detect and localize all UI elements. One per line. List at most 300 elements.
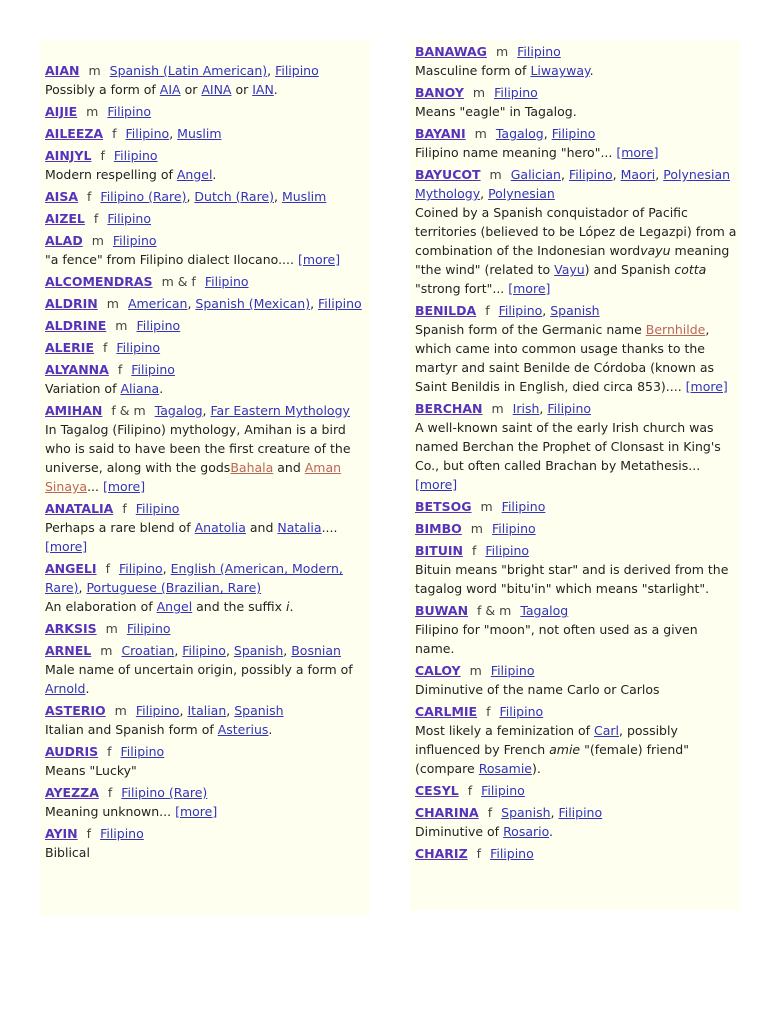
more-link[interactable]: [more] <box>297 252 341 267</box>
name-reference-link[interactable]: IAN <box>252 82 274 97</box>
gender-label: m <box>495 44 509 59</box>
name-entry-header <box>45 187 370 206</box>
name-entry-header <box>45 61 370 80</box>
name-entry-header <box>45 146 370 165</box>
name-link[interactable]: BIMBO <box>415 521 462 536</box>
gender-label: f <box>467 783 473 798</box>
usage-link[interactable]: Filipino <box>136 318 181 333</box>
name-entry <box>45 294 370 313</box>
description-text: "a fence" from Filipino dialect Ilocano.... <box>45 252 298 267</box>
usage-link[interactable]: Muslim <box>177 126 222 141</box>
usage-link[interactable]: Polynesian <box>488 186 555 201</box>
name-entry <box>45 124 370 143</box>
usage-link[interactable]: Filipino <box>485 543 530 558</box>
usage-link[interactable]: Tagalog <box>520 603 569 618</box>
gender-label: f <box>486 704 491 719</box>
name-description <box>415 560 740 598</box>
name-description <box>415 822 740 841</box>
gender-label: f & m <box>477 603 512 618</box>
usage-separator: , <box>543 126 552 141</box>
name-entry <box>415 601 740 658</box>
name-entry-header <box>45 272 370 291</box>
name-link[interactable]: ARNEL <box>45 643 92 658</box>
name-entry-header <box>45 294 370 313</box>
gender-label: m <box>491 401 504 416</box>
name-entry-header <box>45 401 370 420</box>
name-entry <box>45 146 370 184</box>
description-text: Italian and Spanish form of <box>45 722 218 737</box>
usage-link[interactable]: Galician <box>510 167 561 182</box>
name-entry <box>415 702 740 778</box>
name-entry-header <box>415 781 740 800</box>
description-text: Bituin means "bright star" and is derived from the tagalog word "bitu'in" which means "starlight". <box>415 562 729 596</box>
description-text: Coined by a Spanish conquistador of Pacific territories (believed to be López de Legazpi) from a combination of the Indonesian word <box>415 205 737 258</box>
usage-separator: , <box>162 561 171 576</box>
usage-link[interactable]: English (American, Modern, Rare) <box>45 561 343 595</box>
usage-separator: , <box>612 167 621 182</box>
usage-separator: , <box>179 703 188 718</box>
name-description <box>45 720 370 739</box>
usage-link[interactable]: Filipino <box>100 826 144 841</box>
description-text: Spanish form of the Germanic name <box>415 322 646 337</box>
name-entry-header <box>45 316 370 335</box>
name-description <box>415 203 740 298</box>
description-text: . <box>268 722 273 737</box>
name-entry-header <box>415 661 740 680</box>
gender-label: m <box>106 296 119 311</box>
name-link[interactable]: BETSOG <box>415 499 472 514</box>
description-text: . <box>273 82 278 97</box>
usage-link[interactable]: Spanish <box>233 643 284 658</box>
name-link[interactable]: ALCOMENDRAS <box>45 274 153 289</box>
name-reference-link[interactable]: Vayu <box>554 262 585 277</box>
usage-separator: , <box>310 296 319 311</box>
name-description <box>45 761 370 780</box>
usage-link[interactable]: Spanish <box>234 703 284 718</box>
name-entry <box>45 231 370 269</box>
name-entry <box>45 742 370 780</box>
usage-link[interactable]: Filipino <box>182 643 226 658</box>
description-text: Means "Lucky" <box>45 763 137 778</box>
usage-link[interactable]: Maori <box>620 167 656 182</box>
more-link[interactable]: [more] <box>685 379 728 394</box>
name-reference-link[interactable]: Asterius <box>217 722 269 737</box>
name-description <box>45 597 370 616</box>
usage-separator: , <box>542 303 551 318</box>
name-entry-header <box>45 824 370 843</box>
gender-label: m <box>474 126 487 141</box>
gender-label: m <box>470 521 483 536</box>
usage-link[interactable]: Filipino <box>131 362 175 377</box>
usage-link[interactable]: Filipino <box>120 744 165 759</box>
name-reference-link[interactable]: Aman Sinaya <box>45 460 342 494</box>
name-reference-link[interactable]: Carl <box>594 723 620 738</box>
name-entry <box>415 519 740 538</box>
name-entry <box>45 641 370 698</box>
usage-link[interactable]: Filipino <box>135 703 180 718</box>
name-entry <box>45 338 370 357</box>
name-entry <box>415 301 740 396</box>
name-description <box>45 420 370 496</box>
name-list-column-left <box>40 40 370 916</box>
name-reference-link[interactable]: Rosamie <box>478 761 532 776</box>
name-entry <box>45 102 370 121</box>
name-link[interactable]: AYEZZA <box>45 785 99 800</box>
usage-link[interactable]: Italian <box>187 703 227 718</box>
description-text: and <box>245 520 278 535</box>
name-link[interactable]: ASTERIO <box>45 703 106 718</box>
name-entry-header <box>415 844 740 863</box>
name-reference-link[interactable]: Anatolia <box>194 520 246 535</box>
usage-link[interactable]: Filipino <box>501 499 546 514</box>
name-entry <box>45 499 370 556</box>
gender-label: f <box>122 501 127 516</box>
usage-link[interactable]: Filipino <box>491 521 536 536</box>
usage-link[interactable]: Filipino <box>107 211 151 226</box>
usage-link[interactable]: Filipino <box>490 846 534 861</box>
usage-link[interactable]: Irish <box>512 401 540 416</box>
usage-link[interactable]: Filipino <box>204 274 249 289</box>
name-entry-header <box>45 360 370 379</box>
gender-label: m <box>91 233 104 248</box>
gender-label: f <box>86 826 92 841</box>
gender-label: f <box>487 805 493 820</box>
description-text: Most likely a feminization of <box>415 723 595 738</box>
description-text: Diminutive of <box>415 824 504 839</box>
usage-separator: , <box>174 643 183 658</box>
name-link[interactable]: CHARINA <box>415 805 479 820</box>
gender-label: m <box>472 85 486 100</box>
name-link[interactable]: BAYANI <box>415 126 466 141</box>
usage-link[interactable]: Bosnian <box>291 643 341 658</box>
name-entry <box>45 61 370 99</box>
description-italic-text: amie <box>549 742 581 757</box>
more-link[interactable]: [more] <box>45 539 88 554</box>
usage-link[interactable]: Filipino <box>126 621 171 636</box>
name-link[interactable]: AIJIE <box>45 104 78 119</box>
usage-link[interactable]: Spanish (Latin American) <box>109 63 268 78</box>
usage-link[interactable]: Filipino <box>275 63 319 78</box>
name-reference-link[interactable]: Aliana <box>120 381 160 396</box>
usage-link[interactable]: Filipino <box>551 126 596 141</box>
name-entry <box>45 619 370 638</box>
usage-separator: , <box>539 401 548 416</box>
name-description <box>45 802 370 821</box>
usage-link[interactable]: Portuguese (Brazilian, Rare) <box>86 580 262 595</box>
usage-link[interactable]: Spanish <box>501 805 551 820</box>
description-text: . <box>85 681 90 696</box>
name-description <box>415 620 740 658</box>
name-description <box>45 165 370 184</box>
description-text: . <box>212 167 217 182</box>
name-entry <box>45 783 370 821</box>
gender-label: m <box>489 167 502 182</box>
gender-label: f <box>100 148 105 163</box>
name-reference-link[interactable]: Angel <box>156 599 193 614</box>
name-link[interactable]: ANATALIA <box>45 501 114 516</box>
gender-label: f <box>117 362 123 377</box>
name-entry <box>415 803 740 841</box>
gender-label: m <box>86 104 99 119</box>
description-text: . <box>289 599 294 614</box>
usage-separator: , <box>186 189 195 204</box>
name-description <box>45 80 370 99</box>
name-reference-link[interactable]: Natalia <box>277 520 322 535</box>
name-entry <box>45 401 370 496</box>
description-text: Modern respelling of <box>45 167 177 182</box>
name-entry <box>415 83 740 121</box>
name-description <box>45 379 370 398</box>
usage-link[interactable]: Filipino <box>547 401 592 416</box>
name-link[interactable]: AMIHAN <box>45 403 103 418</box>
name-entry-header <box>45 499 370 518</box>
usage-link[interactable]: Filipino <box>118 561 163 576</box>
usage-link[interactable]: Filipino <box>125 126 170 141</box>
description-text: or <box>180 82 202 97</box>
usage-link[interactable]: Filipino <box>499 704 544 719</box>
name-reference-link[interactable]: Bahala <box>230 460 274 475</box>
usage-link[interactable]: Filipino <box>558 805 603 820</box>
name-reference-link[interactable]: Angel <box>176 167 213 182</box>
name-entry <box>415 124 740 162</box>
name-entry-header <box>45 338 370 357</box>
usage-link[interactable]: Dutch (Rare) <box>194 189 275 204</box>
usage-separator: , <box>202 403 211 418</box>
name-description <box>45 518 370 556</box>
description-italic-text: cotta <box>674 262 707 277</box>
usage-separator: , <box>655 167 664 182</box>
name-link[interactable]: AISA <box>45 189 79 204</box>
usage-link[interactable]: Tagalog <box>154 403 203 418</box>
more-link[interactable]: [more] <box>175 804 218 819</box>
description-text: ) and Spanish <box>584 262 675 277</box>
usage-link[interactable]: Filipino <box>490 663 535 678</box>
usage-link[interactable]: Spanish (Mexican) <box>195 296 311 311</box>
description-text: .... <box>321 520 338 535</box>
description-text: . <box>159 381 164 396</box>
usage-link[interactable]: Filipino <box>481 783 525 798</box>
name-entry <box>45 272 370 291</box>
description-text: Means "eagle" in Tagalog. <box>415 104 577 119</box>
name-link[interactable]: BERCHAN <box>415 401 483 416</box>
name-link[interactable]: BAYUCOT <box>415 167 481 182</box>
name-link[interactable]: ALYANNA <box>45 362 109 377</box>
gender-label: m <box>480 499 493 514</box>
description-text: Meaning unknown... <box>45 804 176 819</box>
name-entry <box>45 209 370 228</box>
usage-link[interactable]: Croatian <box>121 643 175 658</box>
gender-label: f <box>87 189 92 204</box>
description-text: ). <box>532 761 541 776</box>
usage-link[interactable]: Filipino <box>113 148 158 163</box>
usage-link[interactable]: Filipino <box>112 233 157 248</box>
name-description <box>45 660 370 698</box>
name-link[interactable]: ALAD <box>45 233 83 248</box>
description-text: or <box>231 82 253 97</box>
usage-link[interactable]: American <box>127 296 188 311</box>
description-text: Diminutive of the name Carlo or Carlos <box>415 682 660 697</box>
usage-link[interactable]: Filipino <box>107 104 152 119</box>
description-text: Masculine form of <box>415 63 531 78</box>
usage-separator: , <box>169 126 178 141</box>
gender-label: f <box>471 543 477 558</box>
usage-link[interactable]: Filipino <box>135 501 180 516</box>
description-text: Male name of uncertain origin, possibly a form of <box>45 662 353 677</box>
name-reference-link[interactable]: Arnold <box>45 681 86 696</box>
name-link[interactable]: AYIN <box>45 826 78 841</box>
name-entry-header <box>45 641 370 660</box>
name-entry-header <box>415 519 740 538</box>
name-link[interactable]: AILEEZA <box>45 126 104 141</box>
name-description <box>415 680 740 699</box>
description-text: "strong fort"... <box>415 281 509 296</box>
description-text: . <box>589 63 594 78</box>
name-link[interactable]: AUDRIS <box>45 744 99 759</box>
usage-link[interactable]: Far Eastern Mythology <box>210 403 350 418</box>
gender-label: f <box>476 846 482 861</box>
name-reference-link[interactable]: Rosario <box>503 824 550 839</box>
description-text: Perhaps a rare blend of <box>45 520 195 535</box>
name-description <box>45 843 370 862</box>
description-text: "(female) friend" (compare <box>415 742 689 776</box>
description-italic-text: i <box>286 599 290 614</box>
name-link[interactable]: ANGELI <box>45 561 97 576</box>
gender-label: m <box>100 643 113 658</box>
usage-separator: , <box>226 703 235 718</box>
name-reference-link[interactable]: AIA <box>159 82 181 97</box>
name-reference-link[interactable]: AINA <box>201 82 232 97</box>
description-text: A well-known saint of the early Irish church was named Berchan the Prophet of Clonsast in King's Co., but often called Brachan by Metathesis... <box>415 420 721 473</box>
usage-link[interactable]: Muslim <box>281 189 327 204</box>
name-description <box>45 250 370 269</box>
usage-separator: , <box>225 643 234 658</box>
usage-separator: , <box>550 805 559 820</box>
usage-link[interactable]: Tagalog <box>495 126 544 141</box>
name-link[interactable]: BENILDA <box>415 303 477 318</box>
name-link[interactable]: BANOY <box>415 85 464 100</box>
more-link[interactable]: [more] <box>616 145 659 160</box>
name-entry-header <box>415 165 740 203</box>
name-entry <box>415 497 740 516</box>
name-entry-header <box>415 803 740 822</box>
usage-link[interactable]: Filipino (Rare) <box>100 189 187 204</box>
gender-label: f <box>93 211 99 226</box>
gender-label: m <box>114 703 127 718</box>
name-entry <box>45 360 370 398</box>
description-text: Filipino for "moon", not often used as a given name. <box>415 622 698 656</box>
name-entry <box>45 316 370 335</box>
name-entry <box>45 187 370 206</box>
usage-link[interactable]: Spanish <box>550 303 600 318</box>
usage-link[interactable]: Filipino <box>494 85 538 100</box>
usage-link[interactable]: Filipino <box>568 167 613 182</box>
usage-link[interactable]: Filipino <box>116 340 161 355</box>
name-entry-header <box>45 619 370 638</box>
name-link[interactable]: ALDRIN <box>45 296 98 311</box>
description-text: Filipino name meaning "hero"... <box>415 145 617 160</box>
usage-separator: , <box>78 580 87 595</box>
description-text: . <box>549 824 554 839</box>
more-link[interactable]: [more] <box>508 281 551 296</box>
usage-link[interactable]: Filipino <box>517 44 561 59</box>
name-link[interactable]: ALDRINE <box>45 318 107 333</box>
name-link[interactable]: ARKSIS <box>45 621 97 636</box>
name-entry <box>415 399 740 494</box>
name-link[interactable]: CARLMIE <box>415 704 478 719</box>
usage-separator: , <box>267 63 276 78</box>
name-link[interactable]: CHARIZ <box>415 846 468 861</box>
name-entry <box>415 165 740 298</box>
name-entry-header <box>415 42 740 61</box>
name-entry-header <box>45 783 370 802</box>
name-link[interactable]: AIZEL <box>45 211 85 226</box>
description-text: Biblical <box>45 845 90 860</box>
description-text: Variation of <box>45 381 121 396</box>
name-entry-header <box>415 83 740 102</box>
gender-label: f & m <box>111 403 146 418</box>
more-link[interactable]: [more] <box>102 479 146 494</box>
usage-link[interactable]: Filipino (Rare) <box>121 785 208 800</box>
description-text: and the suffix <box>192 599 287 614</box>
gender-label: m <box>105 621 118 636</box>
name-link[interactable]: AIAN <box>45 63 80 78</box>
name-entry <box>415 42 740 80</box>
name-list-column-right <box>410 40 740 910</box>
name-entry-header <box>45 231 370 250</box>
name-reference-link[interactable]: Bernhilde <box>645 322 706 337</box>
more-link[interactable]: [more] <box>415 477 458 492</box>
description-text: meaning "the wind" (related to <box>415 243 730 277</box>
name-entry-header <box>415 497 740 516</box>
usage-separator: , <box>480 186 489 201</box>
name-link[interactable]: BANAWAG <box>415 44 487 59</box>
name-entry-header <box>415 301 740 320</box>
name-entry-header <box>45 742 370 761</box>
name-link[interactable]: CALOY <box>415 663 461 678</box>
name-entry <box>45 824 370 862</box>
name-entry-header <box>415 541 740 560</box>
name-link[interactable]: ALERIE <box>45 340 94 355</box>
name-entry <box>45 559 370 616</box>
name-entry-header <box>415 399 740 418</box>
name-reference-link[interactable]: Liwayway <box>530 63 590 78</box>
gender-label: f <box>103 340 108 355</box>
gender-label: m <box>115 318 128 333</box>
description-text: , possibly influenced by French <box>415 723 678 757</box>
usage-link[interactable]: Filipino <box>498 303 543 318</box>
name-entry-header <box>45 701 370 720</box>
description-text: In Tagalog (Filipino) mythology, Amihan is a bird who is said to have been the first creature of the universe, along with the gods <box>45 422 351 475</box>
name-entry-header <box>45 209 370 228</box>
gender-label: f <box>105 561 110 576</box>
name-link[interactable]: BITUIN <box>415 543 463 558</box>
name-description <box>415 418 740 494</box>
name-link[interactable]: AINJYL <box>45 148 92 163</box>
name-entry <box>415 661 740 699</box>
name-link[interactable]: CESYL <box>415 783 459 798</box>
usage-link[interactable]: Polynesian Mythology <box>415 167 731 201</box>
description-text: An elaboration of <box>45 599 157 614</box>
description-text: Possibly a form of <box>45 82 160 97</box>
description-text: ... <box>87 479 103 494</box>
gender-label: f <box>485 303 490 318</box>
usage-separator: , <box>560 167 569 182</box>
description-italic-text: vayu <box>640 243 671 258</box>
description-text: and <box>273 460 305 475</box>
name-entry-header <box>415 702 740 721</box>
usage-link[interactable]: Filipino <box>318 296 362 311</box>
name-link[interactable]: BUWAN <box>415 603 469 618</box>
